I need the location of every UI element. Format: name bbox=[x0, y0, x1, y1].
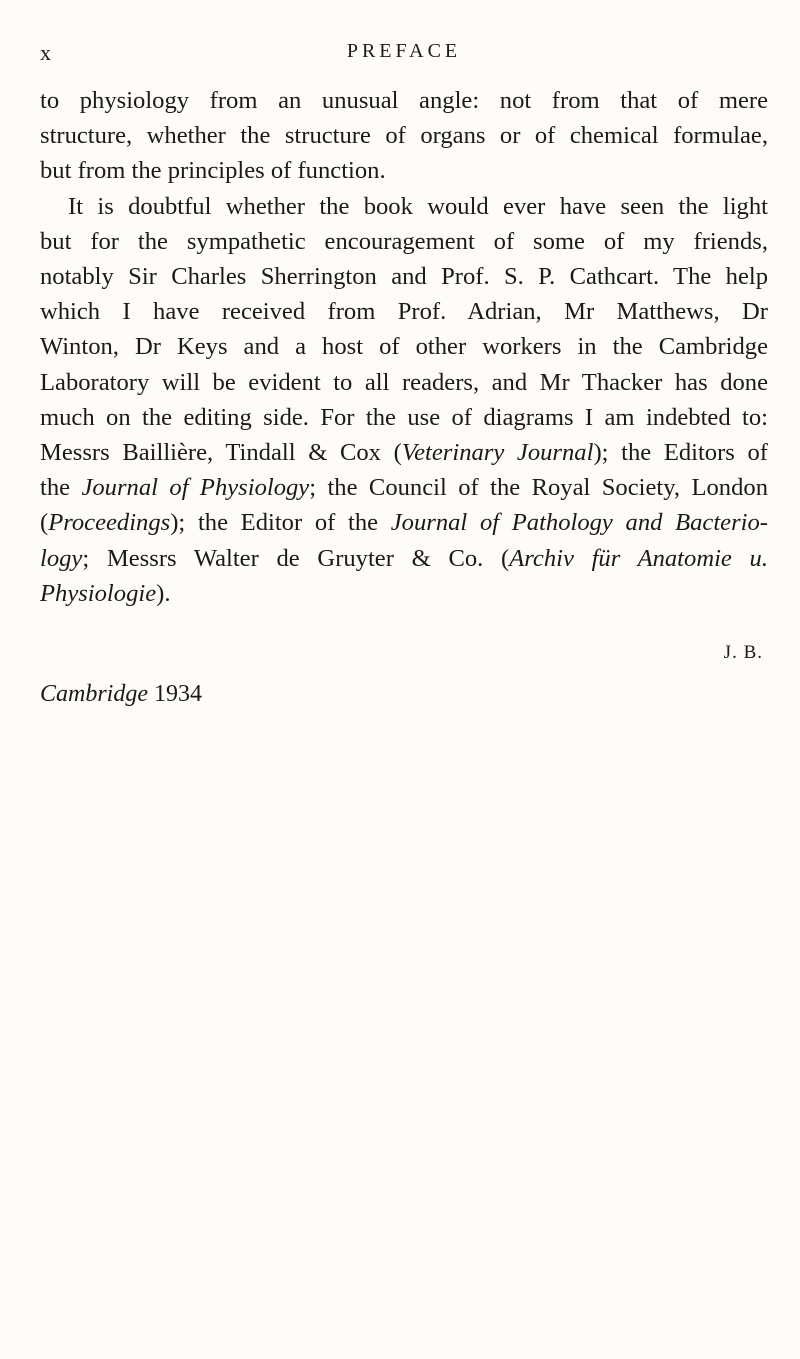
credits-line-5: Physiologie). bbox=[40, 579, 171, 607]
running-title: PREFACE bbox=[346, 40, 462, 62]
text-line: structure, whether the structure of organs or of chemical formulae, bbox=[40, 122, 768, 150]
year: 1934 bbox=[154, 681, 202, 707]
credits-line-3: (Proceedings); the Editor of the Journal of Pathology and Bacterio- bbox=[40, 509, 768, 537]
text-line: which I have received from Prof. Adrian, Mr Matthews, Dr bbox=[40, 298, 768, 326]
place-name: Cambridge bbox=[40, 681, 148, 707]
author-initials: J. B. bbox=[723, 642, 763, 663]
place-date bbox=[40, 681, 202, 708]
text-line: It is doubtful whether the book would ever have seen the light bbox=[68, 192, 768, 220]
text-line: Winton, Dr Keys and a host of other workers in the Cambridge bbox=[40, 333, 768, 361]
text-line: but from the principles of function. bbox=[40, 157, 386, 185]
text-line: Laboratory will be evident to all readers, and Mr Thacker has done bbox=[40, 368, 768, 396]
credits-line-2: the Journal of Physiology; the Council of the Royal Society, London bbox=[40, 474, 768, 502]
credits-line-4: logy; Messrs Walter de Gruyter & Co. (Archiv für Anatomie u. bbox=[40, 544, 768, 572]
page-number: x bbox=[40, 40, 52, 65]
text-line: much on the editing side. For the use of diagrams I am indebted to: bbox=[40, 403, 768, 431]
page-header bbox=[40, 40, 768, 70]
credits-line-1: Messrs Baillière, Tindall & Cox (Veterinary Journal); the Editors of bbox=[40, 439, 768, 467]
text-line: to physiology from an unusual angle: not from that of mere bbox=[40, 87, 768, 114]
preface-text bbox=[40, 83, 768, 611]
text-line: but for the sympathetic encouragement of some of my friends, bbox=[40, 227, 768, 255]
text-line: notably Sir Charles Sherrington and Prof. S. P. Cathcart. The help bbox=[40, 263, 768, 291]
